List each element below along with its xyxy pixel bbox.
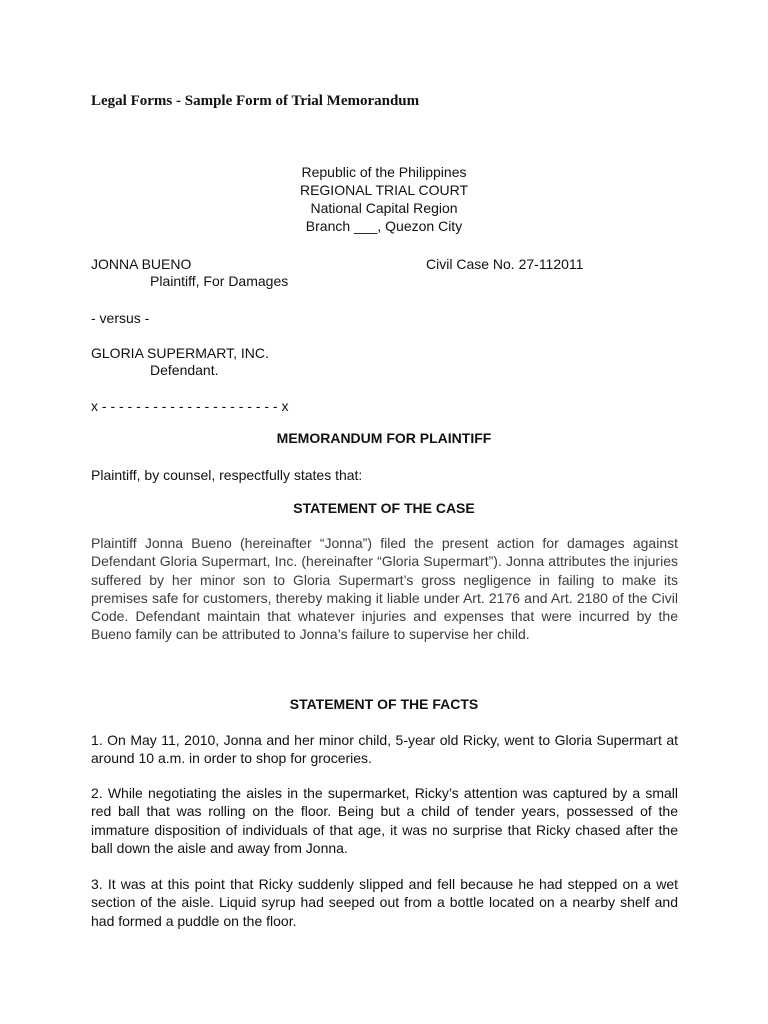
case-number: Civil Case No. 27-112011 xyxy=(426,256,584,272)
memorandum-heading: MEMORANDUM FOR PLAINTIFF xyxy=(276,430,492,446)
facts-heading: STATEMENT OF THE FACTS xyxy=(289,696,479,712)
court-region: National Capital Region xyxy=(310,200,458,216)
defendant-role: Defendant. xyxy=(150,362,219,378)
defendant-name: GLORIA SUPERMART, INC. xyxy=(91,345,269,361)
court-header xyxy=(0,163,768,235)
document-title: Legal Forms - Sample Form of Trial Memorandum xyxy=(91,93,420,109)
caption-separator: x - - - - - - - - - - - - - - - - - - - - - x xyxy=(91,398,289,414)
fact-paragraph-3: 3. It was at this point that Ricky suddenly slipped and fell because he had stepped on a wet section of the aisle. Liquid syrup had seeped out from a bottle located on a nearby shelf and had formed a puddle on the floor. xyxy=(91,876,678,929)
court-branch: Branch ___, Quezon City xyxy=(305,218,463,234)
fact-paragraph-1: 1. On May 11, 2010, Jonna and her minor child, 5-year old Ricky, went to Gloria Supermart at around 10 a.m. in order to shop for groceries. xyxy=(91,732,678,767)
versus-label: - versus - xyxy=(91,310,150,326)
plaintiff-name: JONNA BUENO xyxy=(91,256,192,272)
court-republic: Republic of the Philippines xyxy=(301,164,467,180)
court-name: REGIONAL TRIAL COURT xyxy=(299,182,469,198)
fact-paragraph-2: 2. While negotiating the aisles in the supermarket, Ricky’s attention was captured by a small red ball that was rolling on the floor. Being but a child of tender years, possessed of the immature disposition of individuals of that age, it was no surprise that Ricky chased after the ball down the aisle and away from Jonna. xyxy=(91,785,678,856)
intro-statement: Plaintiff, by counsel, respectfully states that: xyxy=(91,467,363,483)
plaintiff-role: Plaintiff, For Damages xyxy=(150,273,289,289)
case-statement-heading: STATEMENT OF THE CASE xyxy=(293,500,475,516)
case-statement-paragraph: Plaintiff Jonna Bueno (hereinafter “Jonna”) filed the present action for damages against Defendant Gloria Supermart, Inc. (hereinafter “Gloria Supermart”). Jonna attributes the injuries suffered by her minor son to Gloria Supermart’s gross negligence in failing to make its premises safe for customers, thereby making it liable under Art. 2176 and Art. 2180 of the Civil Code. Defendant maintain that whatever injuries and expenses that were incurred by the Bueno family can be attributed to Jonna’s failure to supervise her child. xyxy=(91,535,678,643)
